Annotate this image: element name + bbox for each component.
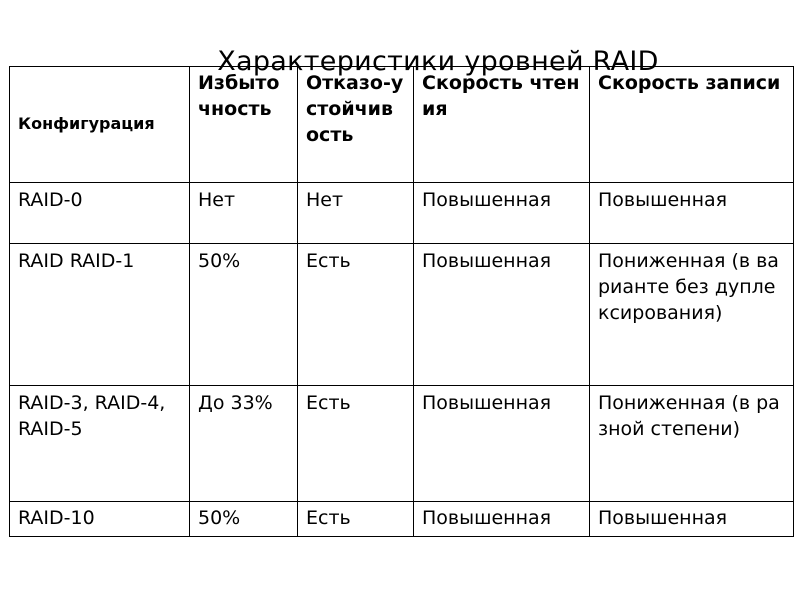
- header-fault-tolerance: Отказо-устойчивость: [298, 67, 414, 183]
- cell-configuration: RAID-10: [10, 502, 190, 537]
- cell-fault-tolerance: Нет: [298, 183, 414, 244]
- cell-read-speed: Повышенная: [414, 183, 590, 244]
- page-title-text: Характеристики уровней RAID: [217, 46, 659, 78]
- cell-configuration: RAID RAID-1: [10, 244, 190, 386]
- table-header-row: [10, 67, 794, 183]
- cell-configuration: RAID-3, RAID-4, RAID-5: [10, 386, 190, 502]
- header-write-speed: Скорость записи: [590, 67, 794, 183]
- cell-fault-tolerance: Есть: [298, 244, 414, 386]
- table-row: [10, 502, 794, 537]
- cell-read-speed: Повышенная: [414, 244, 590, 386]
- cell-redundancy: 50%: [190, 244, 298, 386]
- table-row: [10, 386, 794, 502]
- cell-redundancy: До 33%: [190, 386, 298, 502]
- cell-fault-tolerance: Есть: [298, 502, 414, 537]
- cell-write-speed: Пониженная (в разной степени): [590, 386, 794, 502]
- cell-redundancy: Нет: [190, 183, 298, 244]
- cell-write-speed: Повышенная: [590, 502, 794, 537]
- cell-fault-tolerance: Есть: [298, 386, 414, 502]
- table-row: [10, 244, 794, 386]
- cell-configuration: RAID-0: [10, 183, 190, 244]
- header-configuration: Конфигурация: [10, 67, 190, 183]
- raid-levels-table: [9, 66, 794, 537]
- table-row: [10, 183, 794, 244]
- cell-write-speed: Повышенная: [590, 183, 794, 244]
- header-read-speed: Скорость чтения: [414, 67, 590, 183]
- cell-redundancy: 50%: [190, 502, 298, 537]
- header-redundancy: Избыточность: [190, 67, 298, 183]
- cell-read-speed: Повышенная: [414, 502, 590, 537]
- cell-read-speed: Повышенная: [414, 386, 590, 502]
- cell-write-speed: Пониженная (в варианте без дуплексирования): [590, 244, 794, 386]
